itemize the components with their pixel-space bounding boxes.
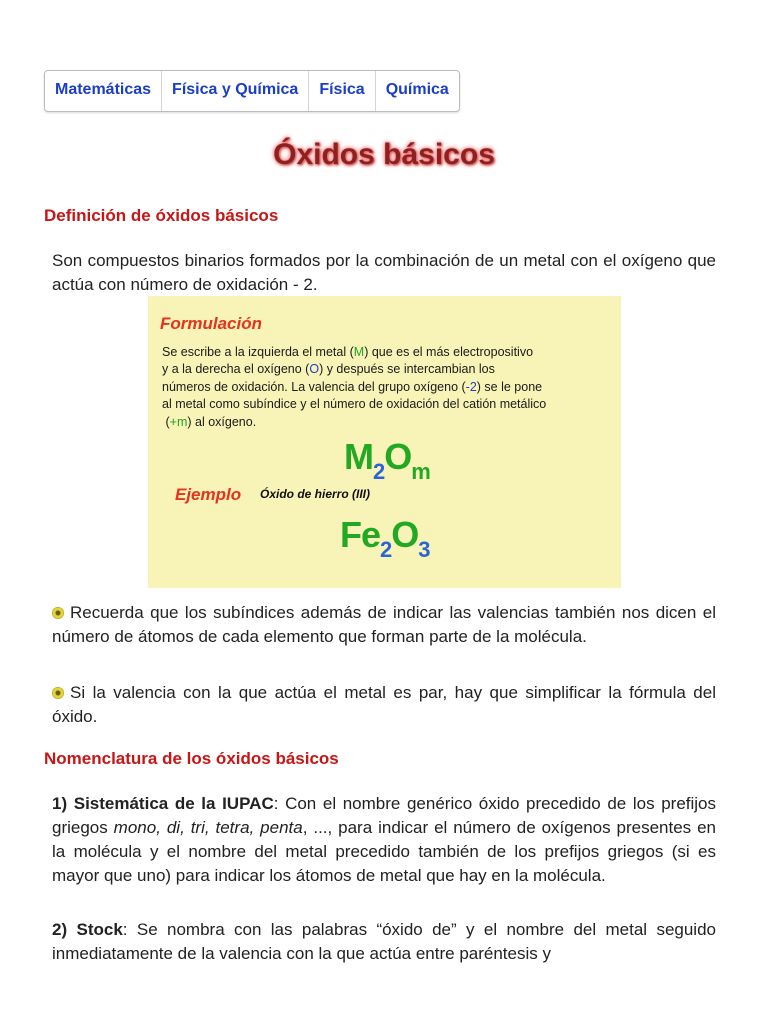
formula-subscript: 3 — [418, 537, 430, 562]
formula-subscript: m — [411, 459, 430, 484]
nomenclature-heading: Nomenclatura de los óxidos básicos — [44, 749, 339, 768]
bullet-icon — [52, 687, 64, 699]
formula-oxygen: O — [384, 436, 412, 477]
nav-link-fisica-y-quimica[interactable]: Física y Química — [162, 71, 309, 111]
formula-oxygen: O — [391, 514, 419, 555]
nomenclature-iupac — [52, 792, 716, 888]
note-text: Si la valencia con la que actúa el metal es par, hay que simplificar la fórmula del óxido. — [52, 683, 716, 726]
oxygen-valence: -2 — [465, 379, 477, 394]
formulation-text-part: ) y después se intercambian los — [319, 362, 495, 377]
page-title: Óxidos básicos — [273, 138, 495, 171]
formulation-text-part: ) que es el más electropositivo — [364, 345, 534, 359]
formulation-text-part: al metal como subíndice y el número de oxidación del catión metálico — [162, 397, 547, 412]
example-label: Ejemplo — [175, 485, 242, 504]
formula-subscript: 2 — [373, 459, 385, 484]
formulation-figure — [148, 296, 621, 588]
nav-link-matematicas[interactable]: Matemáticas — [45, 71, 162, 111]
note-text: Recuerda que los subíndices además de indicar las valencias también nos dicen el número de átomos de cada elemento que forman parte de la molécula. — [52, 603, 716, 646]
example-formula — [340, 514, 430, 562]
formulation-text-part: ) al oxígeno. — [187, 414, 257, 429]
note-subscripts — [52, 601, 716, 649]
subject-nav — [44, 70, 460, 112]
formula-metal: Fe — [340, 514, 381, 555]
formulation-text — [162, 344, 592, 431]
formulation-text-part: ) se le pone — [476, 379, 543, 394]
example-name: Óxido de hierro (III) — [260, 487, 371, 501]
metal-symbol: M — [353, 345, 365, 359]
definition-heading: Definición de óxidos básicos — [44, 206, 279, 225]
greek-prefixes: mono, di, tri, tetra, penta — [113, 818, 303, 837]
nav-link-fisica[interactable]: Física — [309, 71, 375, 111]
iupac-text: : Con el nombre genérico óxido precedido de los prefijos griegos — [52, 794, 717, 837]
formulation-text-part: y a la derecha el oxígeno ( — [162, 362, 310, 377]
iupac-text: , ..., para indicar el número de oxígenos presentes en la molécula y el nombre del metal precedido también de los prefijos griegos (si es mayor que uno) para indicar los átomos de metal que hay en la molécula. — [52, 818, 716, 885]
formulation-text-part: ( — [165, 414, 170, 429]
nomenclature-stock — [52, 918, 716, 966]
stock-text: : Se nombra con las palabras “óxido de” y el nombre del metal seguido inmediatamente de la valencia con la que actúa entre paréntesis y — [52, 920, 716, 963]
formulation-text-part: Se escribe a la izquierda el metal ( — [162, 345, 354, 359]
general-formula — [344, 436, 430, 484]
metal-charge: +m — [169, 414, 188, 429]
formulation-text-part: números de oxidación. La valencia del grupo oxígeno ( — [162, 379, 466, 394]
nav-link-quimica[interactable]: Química — [385, 81, 449, 98]
bullet-icon — [52, 607, 64, 619]
formula-metal: M — [344, 436, 373, 477]
oxygen-symbol: O — [309, 362, 320, 377]
stock-label: 2) Stock — [52, 920, 123, 939]
formulation-title: Formulación — [160, 314, 263, 333]
note-simplify — [52, 681, 716, 729]
iupac-label: 1) Sistemática de la IUPAC — [52, 794, 274, 813]
definition-paragraph: Son compuestos binarios formados por la combinación de un metal con el oxígeno que actúa con número de oxidación - 2. — [52, 251, 716, 294]
formula-subscript: 2 — [380, 537, 392, 562]
